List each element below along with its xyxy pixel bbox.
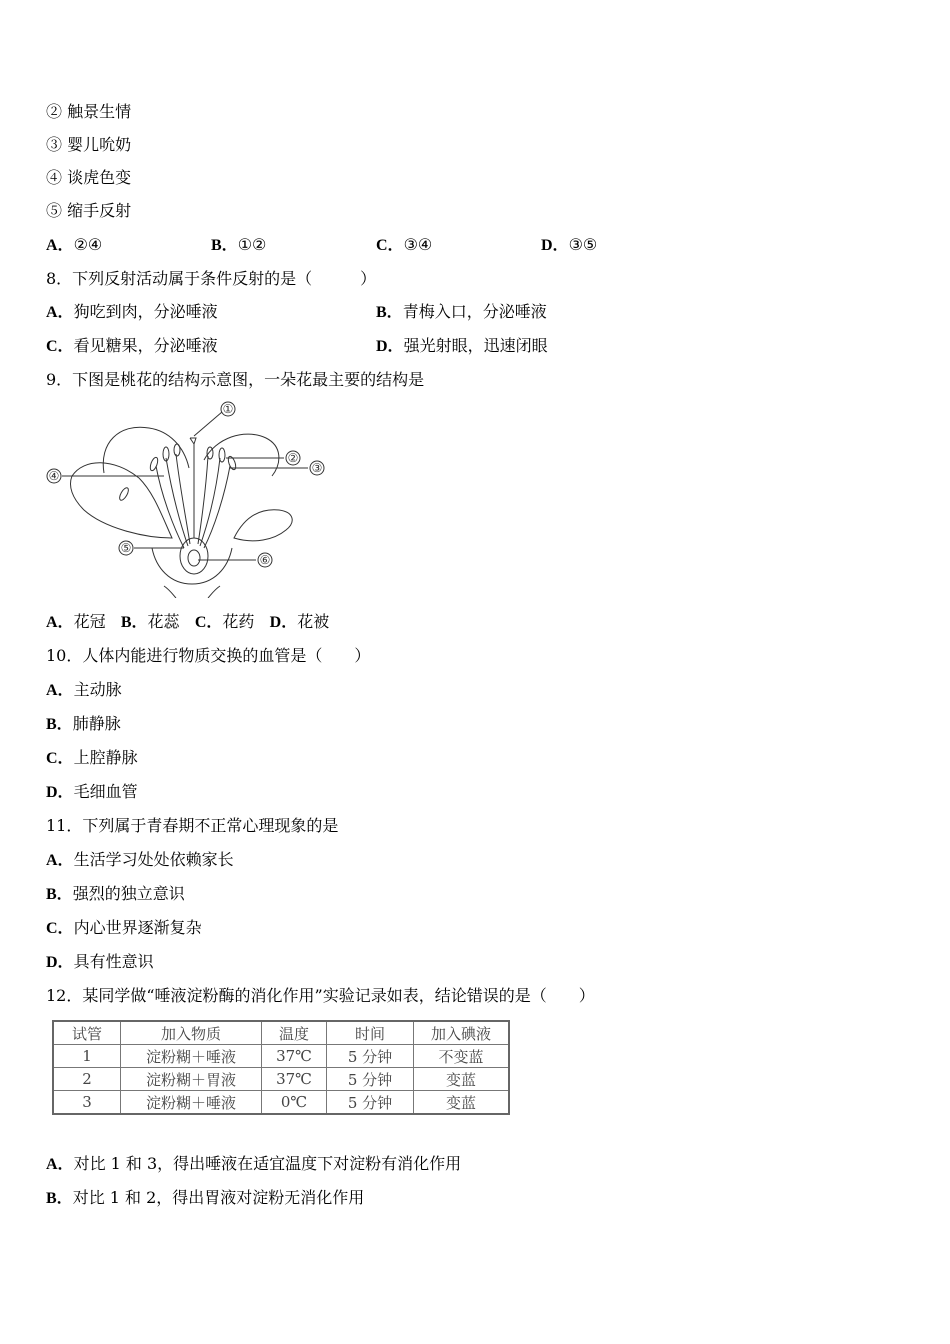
q7-option-b: B．①② (211, 235, 267, 254)
upper-left-petal (103, 427, 189, 473)
item-5: ⑤ 缩手反射 (46, 201, 132, 220)
q9-stem: 9．下图是桃花的结构示意图，一朵花最主要的结构是 (46, 370, 425, 389)
experiment-table (52, 1020, 510, 1115)
table-cell: 淀粉糊＋唾液 (121, 1091, 262, 1115)
item-2: ② 触景生情 (46, 102, 132, 121)
table-cell: 淀粉糊＋胃液 (121, 1068, 262, 1091)
q8-option-b: B．青梅入口，分泌唾液 (376, 302, 547, 321)
q10-option-a: A．主动脉 (46, 680, 122, 699)
q11-option-c: C．内心世界逐渐复杂 (46, 918, 202, 937)
q12-stem: 12．某同学做“唾液淀粉酶的消化作用”实验记录如表，结论错误的是（ ） (46, 986, 595, 1005)
label-6: ⑥ (259, 553, 271, 567)
table-header: 时间 (327, 1021, 414, 1045)
table-cell: 变蓝 (414, 1068, 510, 1091)
peach-flower-diagram (44, 398, 334, 598)
q7-option-c: C．③④ (376, 235, 433, 254)
ovary (180, 538, 208, 574)
item-4: ④ 谈虎色变 (46, 168, 132, 187)
q7-option-a: A．②④ (46, 235, 103, 254)
q10-stem: 10．人体内能进行物质交换的血管是（ ） (46, 646, 371, 665)
table-cell: 5 分钟 (327, 1068, 414, 1091)
q8-stem: 8．下列反射活动属于条件反射的是（ ） (46, 269, 377, 288)
table-header-row (53, 1021, 509, 1045)
label-4: ④ (48, 469, 60, 483)
q11-option-d: D．具有性意识 (46, 952, 154, 971)
table-cell: 1 (53, 1045, 121, 1068)
table-cell: 0℃ (262, 1091, 327, 1115)
table-cell: 3 (53, 1091, 121, 1115)
q8-option-d: D．强光射眼，迅速闭眼 (376, 336, 548, 355)
upper-right-petal (204, 434, 279, 476)
q11-option-a: A．生活学习处处依赖家长 (46, 850, 234, 869)
q11-option-b: B．强烈的独立意识 (46, 884, 185, 903)
q9-options: A．花冠 B．花蕊 C．花药 D．花被 (46, 612, 330, 631)
table-cell: 淀粉糊＋唾液 (121, 1045, 262, 1068)
label-3: ③ (311, 461, 323, 475)
label-5: ⑤ (120, 541, 132, 555)
table-cell: 2 (53, 1068, 121, 1091)
table-cell: 变蓝 (414, 1091, 510, 1115)
table-cell: 5 分钟 (327, 1091, 414, 1115)
table-header: 温度 (262, 1021, 327, 1045)
q12-option-b: B．对比 1 和 2，得出胃液对淀粉无消化作用 (46, 1188, 365, 1207)
q11-stem: 11．下列属于青春期不正常心理现象的是 (46, 816, 339, 835)
table-cell: 37℃ (262, 1068, 327, 1091)
table-row (53, 1045, 509, 1068)
table-header: 试管 (53, 1021, 121, 1045)
q8-option-a: A．狗吃到肉，分泌唾液 (46, 302, 218, 321)
pistil (190, 438, 196, 538)
label-2: ② (287, 451, 299, 465)
table-row (53, 1068, 509, 1091)
q8-option-c: C．看见糖果，分泌唾液 (46, 336, 218, 355)
item-3: ③ 婴儿吮奶 (46, 135, 132, 154)
ovule (188, 550, 200, 566)
q10-option-d: D．毛细血管 (46, 782, 138, 801)
q10-option-b: B．肺静脉 (46, 714, 121, 733)
label-1: ① (222, 402, 234, 416)
table-cell: 不变蓝 (414, 1045, 510, 1068)
q7-option-d: D．③⑤ (541, 235, 598, 254)
q10-option-c: C．上腔静脉 (46, 748, 138, 767)
q12-option-a: A．对比 1 和 3，得出唾液在适宜温度下对淀粉有消化作用 (46, 1154, 462, 1173)
table-row (53, 1091, 509, 1115)
table-cell: 37℃ (262, 1045, 327, 1068)
table-header: 加入碘液 (414, 1021, 510, 1045)
table-header: 加入物质 (121, 1021, 262, 1045)
table-cell: 5 分钟 (327, 1045, 414, 1068)
right-petal (234, 510, 292, 541)
